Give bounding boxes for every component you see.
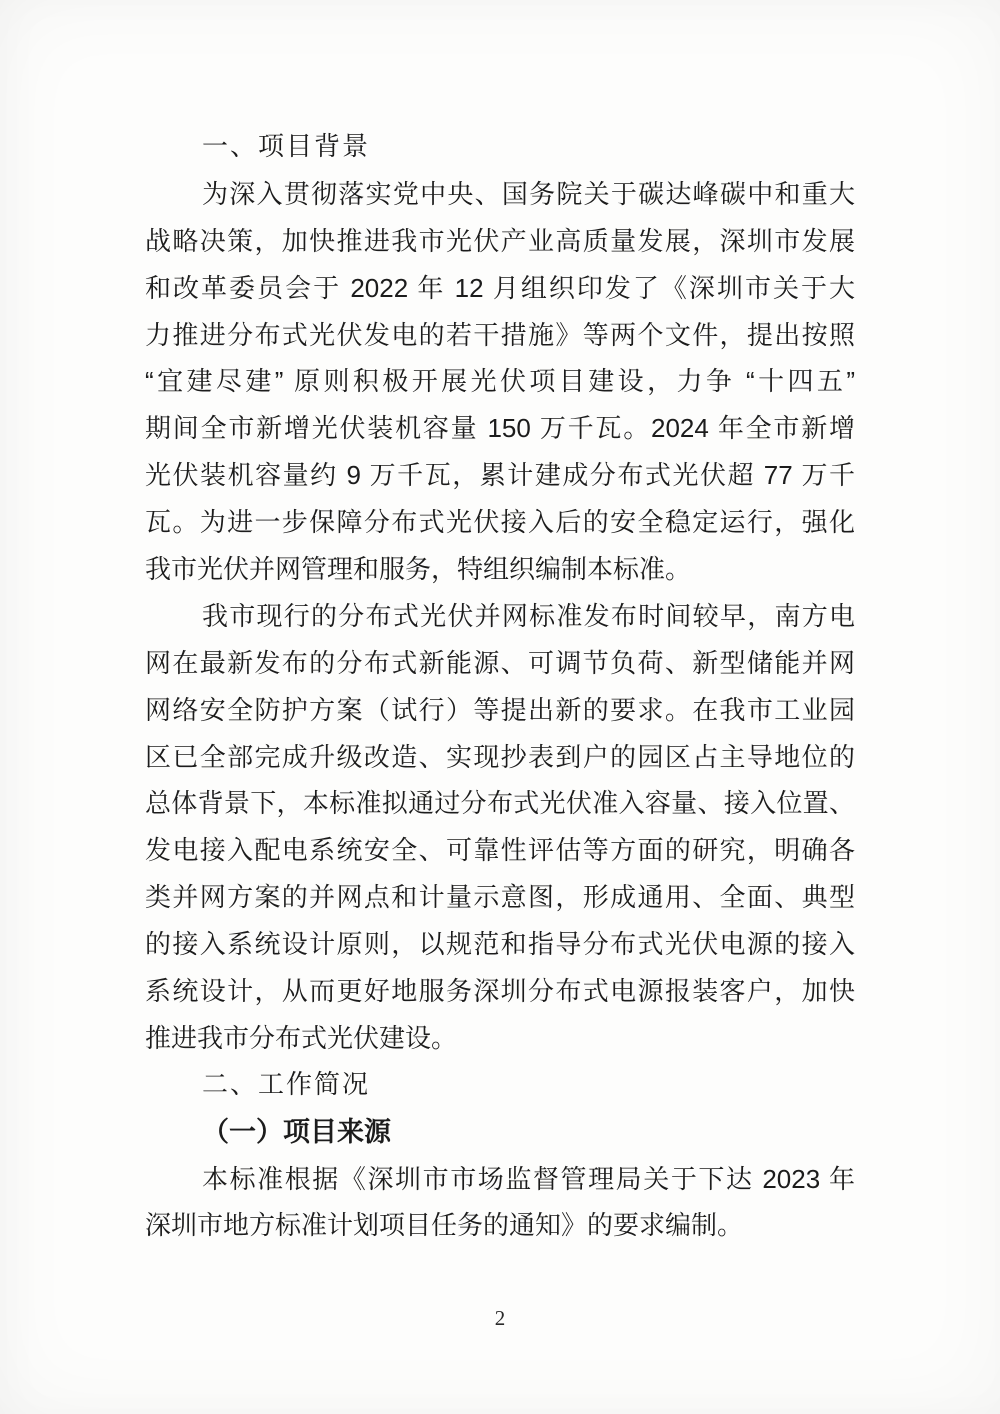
text-line: “宜建尽建” 原则积极开展光伏项目建设，力争 “十四五” [145,366,855,397]
text-line: 瓦。为进一步保障分布式光伏接入后的安全稳定运行，强化 [145,507,855,538]
text-line: 网在最新发布的分布式新能源、可调节负荷、新型储能并网 [145,647,855,678]
text-line: 发电接入配电系统安全、可靠性评估等方面的研究，明确各 [145,835,855,866]
page-number: 2 [494,1306,506,1330]
section-heading: 一、项目背景 [202,132,371,161]
text-line: 我市现行的分布式光伏并网标准发布时间较早，南方电 [202,600,855,631]
text-line: 深圳市地方标准计划项目任务的通知》的要求编制。 [145,1210,744,1241]
text-line: 本标准根据《深圳市市场监督管理局关于下达 2023 年 [202,1163,855,1194]
text-line: 期间全市新增光伏装机容量 150 万千瓦。2024 年全市新增 [145,413,855,444]
text-line: 推进我市分布式光伏建设。 [145,1022,458,1053]
text-line: 和改革委员会于 2022 年 12 月组织印发了《深圳市关于大 [145,272,855,303]
section-heading: 二、工作简况 [202,1069,371,1099]
text-line: 区已全部完成升级改造、实现抄表到户的园区占主导地位的 [145,741,855,772]
paragraph [145,593,855,1062]
text-line: 力推进分布式光伏发电的若干措施》等两个文件，提出按照 [145,319,855,350]
text-line: 的接入系统设计原则，以规范和指导分布式光伏电源的接入 [145,929,855,960]
text-line: 为深入贯彻落实党中央、国务院关于碳达峰碳中和重大 [202,178,855,209]
text-line: 战略决策，加快推进我市光伏产业高质量发展，深圳市发展 [145,225,855,256]
text-line: 类并网方案的并网点和计量示意图，形成通用、全面、典型 [145,882,855,913]
paragraph [145,171,855,593]
document-body [145,124,855,1249]
paragraph [145,1156,855,1250]
text-line: 系统设计，从而更好地服务深圳分布式电源报装客户，加快 [145,976,855,1007]
text-line: 总体背景下，本标准拟通过分布式光伏准入容量、接入位置、 [145,788,855,819]
text-line: 我市光伏并网管理和服务，特组织编制本标准。 [145,554,692,585]
subsection-heading: （一）项目来源 [202,1116,391,1147]
text-line: 光伏装机容量约 9 万千瓦，累计建成分布式光伏超 77 万千 [145,460,855,491]
text-line: 网络安全防护方案（试行）等提出新的要求。在我市工业园 [145,694,855,725]
